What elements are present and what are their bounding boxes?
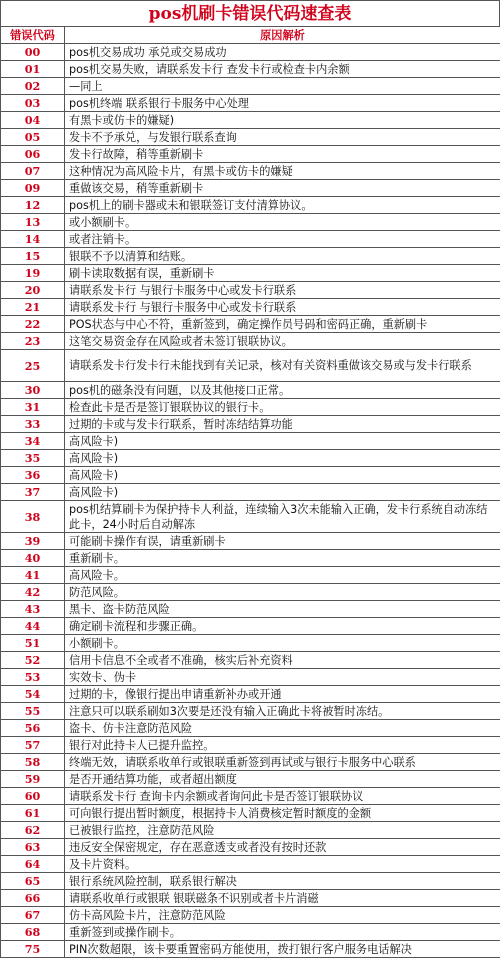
error-description-cell: 重新刷卡。 [65, 550, 500, 567]
error-description-cell: 银联不予以清算和结账。 [65, 248, 500, 265]
error-description-cell: 小额刷卡。 [65, 635, 500, 652]
error-description-cell: 实效卡、伪卡 [65, 669, 500, 686]
table-row [1, 856, 500, 873]
error-code-cell: 60 [1, 788, 65, 805]
error-code-cell: 65 [1, 873, 65, 890]
table-row [1, 550, 500, 567]
error-description-cell: 注意只可以联系刷如3次要是还没有输入正确此卡将被暂时冻结。 [65, 703, 500, 720]
error-code-cell: 52 [1, 652, 65, 669]
table-row [1, 163, 500, 180]
error-description-cell: PIN次数超限，该卡要重置密码方能使用，拨打银行客户服务电话解决 [65, 941, 500, 958]
error-code-cell: 62 [1, 822, 65, 839]
table-row [1, 771, 500, 788]
error-description-cell: 过期的卡，像银行提出申请重新补办或开通 [65, 686, 500, 703]
error-code-cell: 63 [1, 839, 65, 856]
error-description-cell: 刷卡读取数据有误，重新刷卡 [65, 265, 500, 282]
error-description-cell: 银行系统风险控制，联系银行解决 [65, 873, 500, 890]
error-code-cell: 53 [1, 669, 65, 686]
error-code-cell: 57 [1, 737, 65, 754]
error-code-cell: 07 [1, 163, 65, 180]
error-code-cell: 75 [1, 941, 65, 958]
table-row [1, 95, 500, 112]
error-code-cell: 22 [1, 316, 65, 333]
table-row [1, 669, 500, 686]
error-code-cell: 43 [1, 601, 65, 618]
table-row [1, 720, 500, 737]
table-row [1, 805, 500, 822]
table-row [1, 618, 500, 635]
error-description-cell: 或小额刷卡。 [65, 214, 500, 231]
error-code-cell: 13 [1, 214, 65, 231]
error-code-cell: 25 [1, 350, 65, 382]
error-code-cell: 19 [1, 265, 65, 282]
table-row [1, 788, 500, 805]
error-description-cell: 高风险卡) [65, 484, 500, 501]
table-row [1, 703, 500, 720]
error-code-cell: 68 [1, 924, 65, 941]
error-code-cell: 44 [1, 618, 65, 635]
error-code-cell: 04 [1, 112, 65, 129]
table-row [1, 567, 500, 584]
table-row [1, 129, 500, 146]
error-description-cell: 及卡片资料。 [65, 856, 500, 873]
error-description-cell: 黑卡、盗卡防范风险 [65, 601, 500, 618]
error-description-cell: pos机交易成功 承兑或交易成功 [65, 44, 500, 61]
error-code-cell: 20 [1, 282, 65, 299]
error-code-cell: 42 [1, 584, 65, 601]
error-description-cell: 可向银行提出暂时额度，根据持卡人消费核定暂时额度的金额 [65, 805, 500, 822]
table-row [1, 533, 500, 550]
table-row [1, 941, 500, 958]
error-code-cell: 56 [1, 720, 65, 737]
error-code-cell: 09 [1, 180, 65, 197]
error-code-cell: 12 [1, 197, 65, 214]
table-row [1, 214, 500, 231]
error-description-cell: POS状态与中心不符，重新签到，确定操作员号码和密码正确，重新刷卡 [65, 316, 500, 333]
error-description-cell: 发卡行故障，稍等重新刷卡 [65, 146, 500, 163]
table-row [1, 754, 500, 771]
table-row [1, 484, 500, 501]
error-description-cell: pos机上的刷卡器或未和银联签订支付清算协议。 [65, 197, 500, 214]
error-code-cell: 03 [1, 95, 65, 112]
table-row [1, 61, 500, 78]
table-row [1, 450, 500, 467]
error-description-cell: 过期的卡或与发卡行联系，暂时冻结结算功能 [65, 416, 500, 433]
error-code-cell: 06 [1, 146, 65, 163]
error-description-cell: 确定刷卡流程和步骤正确。 [65, 618, 500, 635]
table-row [1, 924, 500, 941]
error-code-cell: 31 [1, 399, 65, 416]
error-description-cell: 检查此卡是否是签订银联协议的银行卡。 [65, 399, 500, 416]
table-row [1, 839, 500, 856]
table-row [1, 265, 500, 282]
table-row [1, 907, 500, 924]
error-description-cell: pos机的磁条没有问题，以及其他接口正常。 [65, 382, 500, 399]
header-code: 错误代码 [1, 27, 65, 44]
sheet-title: pos机刷卡错误代码速查表 [0, 0, 500, 26]
table-row [1, 501, 500, 533]
error-code-cell: 37 [1, 484, 65, 501]
table-row [1, 316, 500, 333]
table-row [1, 737, 500, 754]
error-description-cell: 银行对此持卡人已提升监控。 [65, 737, 500, 754]
error-code-cell: 00 [1, 44, 65, 61]
error-code-cell: 67 [1, 907, 65, 924]
table-row [1, 333, 500, 350]
error-description-cell: 盗卡、仿卡注意防范风险 [65, 720, 500, 737]
error-description-cell: 终端无效，请联系收单行或银联重新签到再试或与银行卡服务中心联系 [65, 754, 500, 771]
error-description-cell: 是否开通结算功能，或者超出额度 [65, 771, 500, 788]
table-row [1, 350, 500, 382]
error-description-cell: 有黑卡或仿卡的嫌疑) [65, 112, 500, 129]
error-description-cell: 请联系发卡行发卡行未能找到有关记录，核对有关资料重做该交易或与发卡行联系 [65, 350, 500, 382]
error-code-cell: 66 [1, 890, 65, 907]
error-description-cell: 重做该交易，稍等重新刷卡 [65, 180, 500, 197]
error-code-cell: 34 [1, 433, 65, 450]
error-description-cell: 高风险卡) [65, 450, 500, 467]
error-code-cell: 14 [1, 231, 65, 248]
error-code-cell: 30 [1, 382, 65, 399]
error-code-table [0, 26, 500, 958]
error-description-cell: 请联系发卡行 与银行卡服务中心或发卡行联系 [65, 282, 500, 299]
error-description-cell: 这种情况为高风险卡片，有黑卡或仿卡的嫌疑 [65, 163, 500, 180]
error-description-cell: 请联系收单行或银联 银联磁条不识别或者卡片消磁 [65, 890, 500, 907]
error-code-cell: 41 [1, 567, 65, 584]
error-description-cell: 这笔交易资金存在风险或者未签订银联协议。 [65, 333, 500, 350]
table-row [1, 112, 500, 129]
table-row [1, 44, 500, 61]
error-code-cell: 38 [1, 501, 65, 533]
table-row [1, 399, 500, 416]
error-code-cell: 33 [1, 416, 65, 433]
table-row [1, 433, 500, 450]
error-code-cell: 55 [1, 703, 65, 720]
table-row [1, 299, 500, 316]
error-description-cell: 或者注销卡。 [65, 231, 500, 248]
table-row [1, 601, 500, 618]
table-row [1, 382, 500, 399]
error-description-cell: 发卡不予承兑，与发银行联系查询 [65, 129, 500, 146]
table-row [1, 248, 500, 265]
table-row [1, 416, 500, 433]
error-description-cell: 已被银行监控，注意防范风险 [65, 822, 500, 839]
error-description-cell: 高风险卡) [65, 433, 500, 450]
error-description-cell: 重新签到或操作刷卡。 [65, 924, 500, 941]
error-code-cell: 54 [1, 686, 65, 703]
error-code-cell: 35 [1, 450, 65, 467]
table-row [1, 467, 500, 484]
error-code-cell: 64 [1, 856, 65, 873]
error-description-cell: 违反安全保密规定，存在恶意透支或者没有按时还款 [65, 839, 500, 856]
error-code-cell: 58 [1, 754, 65, 771]
table-row [1, 890, 500, 907]
error-description-cell: 请联系发卡行 与银行卡服务中心或发卡行联系 [65, 299, 500, 316]
table-row [1, 584, 500, 601]
error-code-cell: 59 [1, 771, 65, 788]
error-code-cell: 23 [1, 333, 65, 350]
error-description-cell: 高风险卡。 [65, 567, 500, 584]
error-description-cell: 请联系发卡行 查询卡内余额或者询问此卡是否签订银联协议 [65, 788, 500, 805]
error-description-cell: 防范风险。 [65, 584, 500, 601]
table-row [1, 822, 500, 839]
table-row [1, 231, 500, 248]
table-row [1, 635, 500, 652]
error-code-cell: 36 [1, 467, 65, 484]
table-row [1, 282, 500, 299]
error-code-cell: 51 [1, 635, 65, 652]
error-code-cell: 05 [1, 129, 65, 146]
error-description-cell: 信用卡信息不全或者不准确，核实后补充资料 [65, 652, 500, 669]
error-description-cell: 仿卡高风险卡片，注意防范风险 [65, 907, 500, 924]
table-row [1, 873, 500, 890]
error-description-cell: pos机交易失败，请联系发卡行 查发卡行或检查卡内余额 [65, 61, 500, 78]
error-description-cell: pos机终端 联系银行卡服务中心处理 [65, 95, 500, 112]
error-code-cell: 15 [1, 248, 65, 265]
error-description-cell: pos机结算刷卡为保护持卡人利益，连续输入3次未能输入正确，发卡行系统自动冻结此卡，24小时后自动解冻 [65, 501, 500, 533]
error-code-cell: 02 [1, 78, 65, 95]
header-row [1, 27, 500, 44]
table-row [1, 197, 500, 214]
table-row [1, 686, 500, 703]
error-description-cell: 高风险卡) [65, 467, 500, 484]
error-code-cell: 40 [1, 550, 65, 567]
header-description: 原因解析 [65, 27, 500, 44]
table-row [1, 180, 500, 197]
error-code-cell: 21 [1, 299, 65, 316]
table-row [1, 652, 500, 669]
error-code-cell: 01 [1, 61, 65, 78]
table-body [1, 44, 500, 958]
table-row [1, 78, 500, 95]
error-description-cell: —同上 [65, 78, 500, 95]
error-code-cell: 61 [1, 805, 65, 822]
table-row [1, 146, 500, 163]
error-code-cell: 39 [1, 533, 65, 550]
error-description-cell: 可能刷卡操作有误，请重新刷卡 [65, 533, 500, 550]
